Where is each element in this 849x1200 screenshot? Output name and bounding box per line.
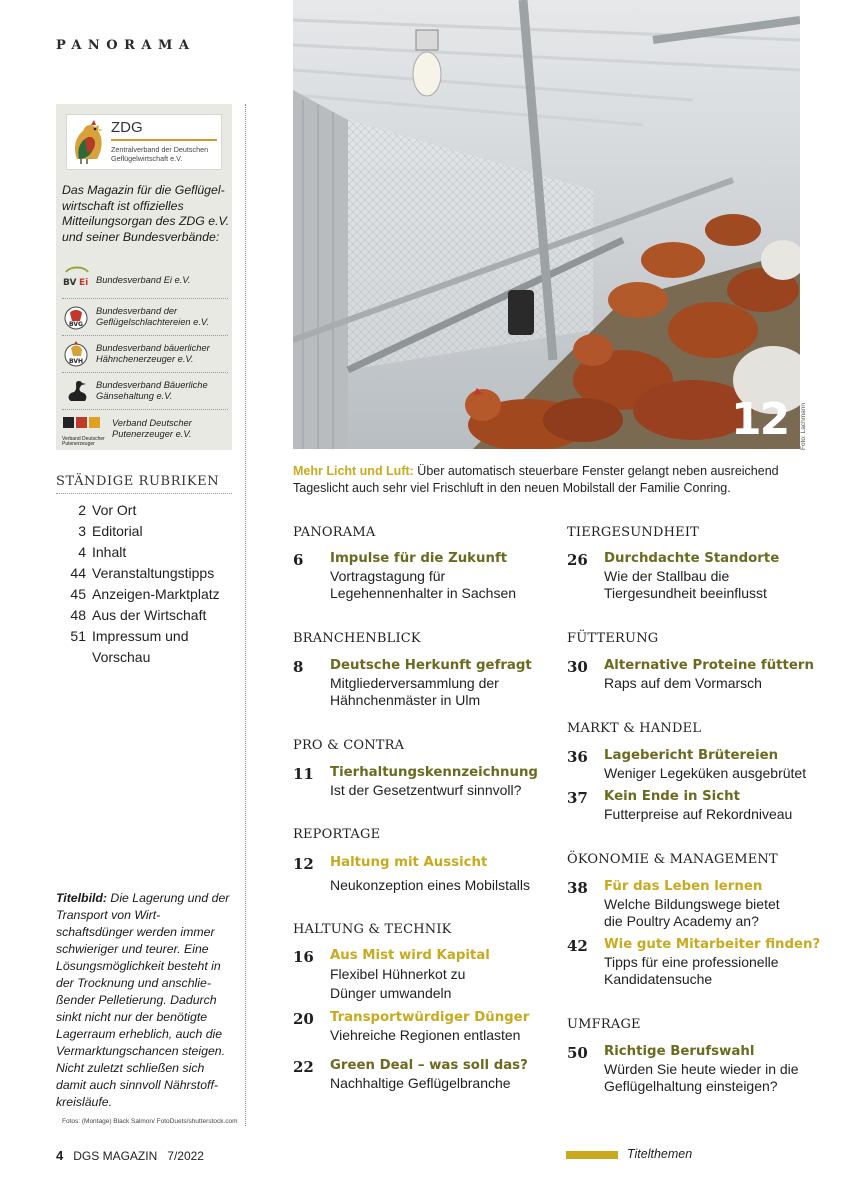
toc-page-number: 37 bbox=[567, 789, 588, 807]
rubrik-item[interactable] bbox=[56, 605, 236, 626]
rubrik-label: Anzeigen-Marktplatz bbox=[92, 586, 220, 602]
cover-photo-credit: Fotos: (Montage) Black Salmon/ FotoDuets/shutterstock.com bbox=[62, 1118, 238, 1125]
toc-section-heading: MARKT & HANDEL bbox=[567, 721, 702, 736]
cover-photo-mobile-stall bbox=[293, 0, 800, 449]
svg-text:Ei: Ei bbox=[79, 278, 89, 288]
rubrik-page: 51 bbox=[70, 628, 86, 644]
putenerzeuger-logo bbox=[62, 415, 106, 447]
toc-section-heading: HALTUNG & TECHNIK bbox=[293, 922, 452, 937]
toc-title: Transportwürdiger Dünger bbox=[330, 1010, 530, 1025]
toc-title: Deutsche Herkunft gefragt bbox=[330, 658, 532, 673]
footer-issue: 7/2022 bbox=[167, 1149, 204, 1163]
toc-title: Impulse für die Zukunft bbox=[330, 551, 508, 566]
association-item bbox=[62, 299, 228, 336]
toc-section-heading: PRO & CONTRA bbox=[293, 738, 405, 753]
association-item bbox=[62, 262, 228, 299]
toc-subtitle: Raps auf dem Vormarsch bbox=[604, 675, 762, 691]
cover-description-text: Die Lagerung und der Transport von Wirt-schaftsdünger werden immer schwieriger und teurer. Eine Lösungsmöglichkeit besteht in der Trocknung und anschlie-ßender Pelletierung. Dadurch sinkt nicht nur der benötigte Lagerraum erheblich, auch die Vermarktungschancen steigen. Nicht zuletzt schließen sich damit auch sinnvoll Nährstoff-kreisläufe. bbox=[56, 891, 230, 1109]
cover-topic-legend-label: Titelthemen bbox=[627, 1147, 693, 1161]
toc-page-number: 30 bbox=[567, 658, 588, 676]
toc-page-number: 12 bbox=[293, 855, 314, 873]
toc-subtitle: Weniger Legeküken ausgebrütet bbox=[604, 765, 807, 781]
toc-page-number: 26 bbox=[567, 551, 588, 569]
toc-subtitle: Würden Sie heute wieder in die Geflügelhaltung einsteigen? bbox=[604, 1061, 799, 1094]
toc-title: Wie gute Mitarbeiter finden? bbox=[604, 937, 821, 952]
rubrik-label: Vor Ort bbox=[92, 502, 137, 518]
rubrik-label: Inhalt bbox=[92, 544, 127, 560]
toc-section-heading: TIERGESUNDHEIT bbox=[567, 525, 700, 540]
toc-page-number: 11 bbox=[293, 765, 314, 783]
toc-section-heading: PANORAMA bbox=[293, 525, 376, 540]
toc-subtitle: Nachhaltige Geflügelbranche bbox=[330, 1075, 511, 1091]
rubrik-page: 2 bbox=[78, 502, 86, 518]
rubrik-item[interactable] bbox=[56, 626, 236, 668]
cover-description bbox=[56, 890, 234, 1111]
svg-text:BVG: BVG bbox=[69, 321, 83, 328]
association-name: Bundesverband Ei e.V. bbox=[96, 274, 191, 285]
toc-section-heading: REPORTAGE bbox=[293, 827, 381, 842]
bvh-logo-icon bbox=[62, 340, 92, 368]
photo-credit: Foto: Lachmann bbox=[800, 403, 807, 450]
association-name: Bundesverband bäuerlicher Hähnchenerzeuger e.V. bbox=[96, 343, 210, 364]
toc-page-number: 20 bbox=[293, 1010, 314, 1028]
toc-subtitle: Mitgliederversammlung der Hähnchenmäster in Ulm bbox=[330, 675, 499, 708]
photo-page-number: 12 bbox=[731, 394, 789, 445]
rubrik-page: 4 bbox=[78, 544, 86, 560]
svg-text:BV: BV bbox=[63, 278, 77, 288]
toc-title: Haltung mit Aussicht bbox=[330, 855, 488, 870]
toc-page-number: 38 bbox=[567, 879, 588, 897]
rubrik-label: Impressum und Vorschau bbox=[92, 628, 189, 665]
toc-title: Alternative Proteine füttern bbox=[604, 658, 814, 673]
column-divider bbox=[245, 104, 246, 1126]
caption-lead: Mehr Licht und Luft: bbox=[293, 464, 414, 478]
toc-title: Richtige Berufswahl bbox=[604, 1044, 755, 1059]
zdg-subtitle: Zentralverband der Deutschen Geflügelwirtschaft e.V. bbox=[111, 145, 209, 163]
toc-page-number: 16 bbox=[293, 948, 314, 966]
svg-text:BVH: BVH bbox=[69, 358, 83, 365]
rubrik-item[interactable] bbox=[56, 542, 236, 563]
footer-folio bbox=[56, 1148, 204, 1163]
toc-subtitle: Tipps für eine professionelle Kandidatensuche bbox=[604, 954, 779, 987]
toc-page-number: 6 bbox=[293, 551, 304, 569]
zdg-info-box bbox=[56, 104, 232, 450]
association-name: Verband Deutscher Putenerzeuger e.V. bbox=[112, 417, 192, 439]
rubrik-page: 45 bbox=[70, 586, 86, 602]
rubrik-label: Editorial bbox=[92, 523, 143, 539]
rubrik-label: Aus der Wirtschaft bbox=[92, 607, 207, 623]
rubrik-item[interactable] bbox=[56, 521, 236, 542]
rubrik-page: 44 bbox=[70, 565, 86, 581]
toc-page-number: 36 bbox=[567, 748, 588, 766]
toc-title: Aus Mist wird Kapital bbox=[330, 948, 490, 963]
toc-subtitle: Futterpreise auf Rekordniveau bbox=[604, 806, 793, 822]
association-item bbox=[62, 336, 228, 373]
zdg-divider bbox=[111, 139, 217, 141]
goose-icon bbox=[62, 377, 92, 405]
toc-page-number: 42 bbox=[567, 937, 588, 955]
toc-subtitle: Viehreiche Regionen entlasten bbox=[330, 1027, 521, 1043]
toc-subtitle: Ist der Gesetzentwurf sinnvoll? bbox=[330, 782, 522, 798]
caption-text: Über automatisch steuerbare Fenster gelangt neben ausreichend Tageslicht auch sehr viel Frischluft in den neuen Mobilstall der Familie Conring. bbox=[293, 464, 779, 495]
section-label: PANORAMA bbox=[56, 38, 196, 53]
toc-subtitle: Neukonzeption eines Mobilstalls bbox=[330, 877, 530, 893]
toc-title: Für das Leben lernen bbox=[604, 879, 763, 894]
toc-section-heading: ÖKONOMIE & MANAGEMENT bbox=[567, 852, 778, 867]
rubrik-label: Veranstaltungstipps bbox=[92, 565, 215, 581]
toc-page-number: 8 bbox=[293, 658, 304, 676]
association-item bbox=[62, 410, 228, 447]
zdg-logo bbox=[66, 114, 222, 170]
toc-title: Tierhaltungskennzeichnung bbox=[330, 765, 538, 780]
putenerzeuger-logo-text: Verband Deutscher Putenerzeuger bbox=[62, 435, 105, 447]
rubrik-item[interactable] bbox=[56, 584, 236, 605]
association-item bbox=[62, 373, 228, 410]
bvei-logo-icon bbox=[62, 266, 92, 294]
magazine-description: Das Magazin für die Geflügel-wirtschaft ist offizielles Mitteilungsorgan des ZDG e.V. und seiner Bundesverbände: bbox=[62, 183, 230, 244]
rooster-icon bbox=[71, 119, 105, 165]
footer-magazine-name: DGS MAGAZIN bbox=[73, 1149, 158, 1163]
bvg-logo-icon bbox=[62, 303, 92, 331]
turkey-icon bbox=[62, 415, 106, 433]
association-name: Bundesverband Bäuerliche Gänsehaltung e.V. bbox=[96, 380, 208, 401]
zdg-title: ZDG bbox=[111, 119, 143, 136]
toc-title: Green Deal – was soll das? bbox=[330, 1058, 528, 1073]
toc-title: Lagebericht Brütereien bbox=[604, 748, 779, 763]
cover-topic-legend-swatch bbox=[566, 1151, 618, 1159]
toc-title: Durchdachte Standorte bbox=[604, 551, 780, 566]
toc-subtitle: Wie der Stallbau die Tiergesundheit beeinflusst bbox=[604, 568, 767, 601]
footer-page-number: 4 bbox=[56, 1148, 64, 1163]
rubrik-item[interactable] bbox=[56, 563, 236, 584]
rubrik-page: 3 bbox=[78, 523, 86, 539]
rubriken-list bbox=[56, 500, 236, 668]
rubrik-item[interactable] bbox=[56, 500, 236, 521]
rubrik-page: 48 bbox=[70, 607, 86, 623]
toc-subtitle: Welche Bildungswege bietet die Poultry Academy an? bbox=[604, 896, 780, 929]
toc-section-heading: FÜTTERUNG bbox=[567, 631, 659, 646]
toc-subtitle: Flexibel Hühnerkot zu Dünger umwandeln bbox=[330, 966, 466, 1001]
toc-section-heading: UMFRAGE bbox=[567, 1017, 641, 1032]
rubriken-heading: STÄNDIGE RUBRIKEN bbox=[56, 474, 220, 489]
toc-page-number: 50 bbox=[567, 1044, 588, 1062]
toc-title: Kein Ende in Sicht bbox=[604, 789, 740, 804]
toc-subtitle: Vortragstagung für Legehennenhalter in Sachsen bbox=[330, 568, 517, 601]
stall-illustration bbox=[293, 0, 800, 449]
association-name: Bundesverband der Geflügelschlachtereien e.V. bbox=[96, 306, 210, 327]
cover-description-lead: Titelbild: bbox=[56, 891, 108, 905]
rubriken-divider bbox=[56, 493, 232, 494]
association-list bbox=[62, 262, 228, 447]
photo-caption bbox=[293, 463, 813, 497]
toc-section-heading: BRANCHENBLICK bbox=[293, 631, 421, 646]
toc-page-number: 22 bbox=[293, 1058, 314, 1076]
